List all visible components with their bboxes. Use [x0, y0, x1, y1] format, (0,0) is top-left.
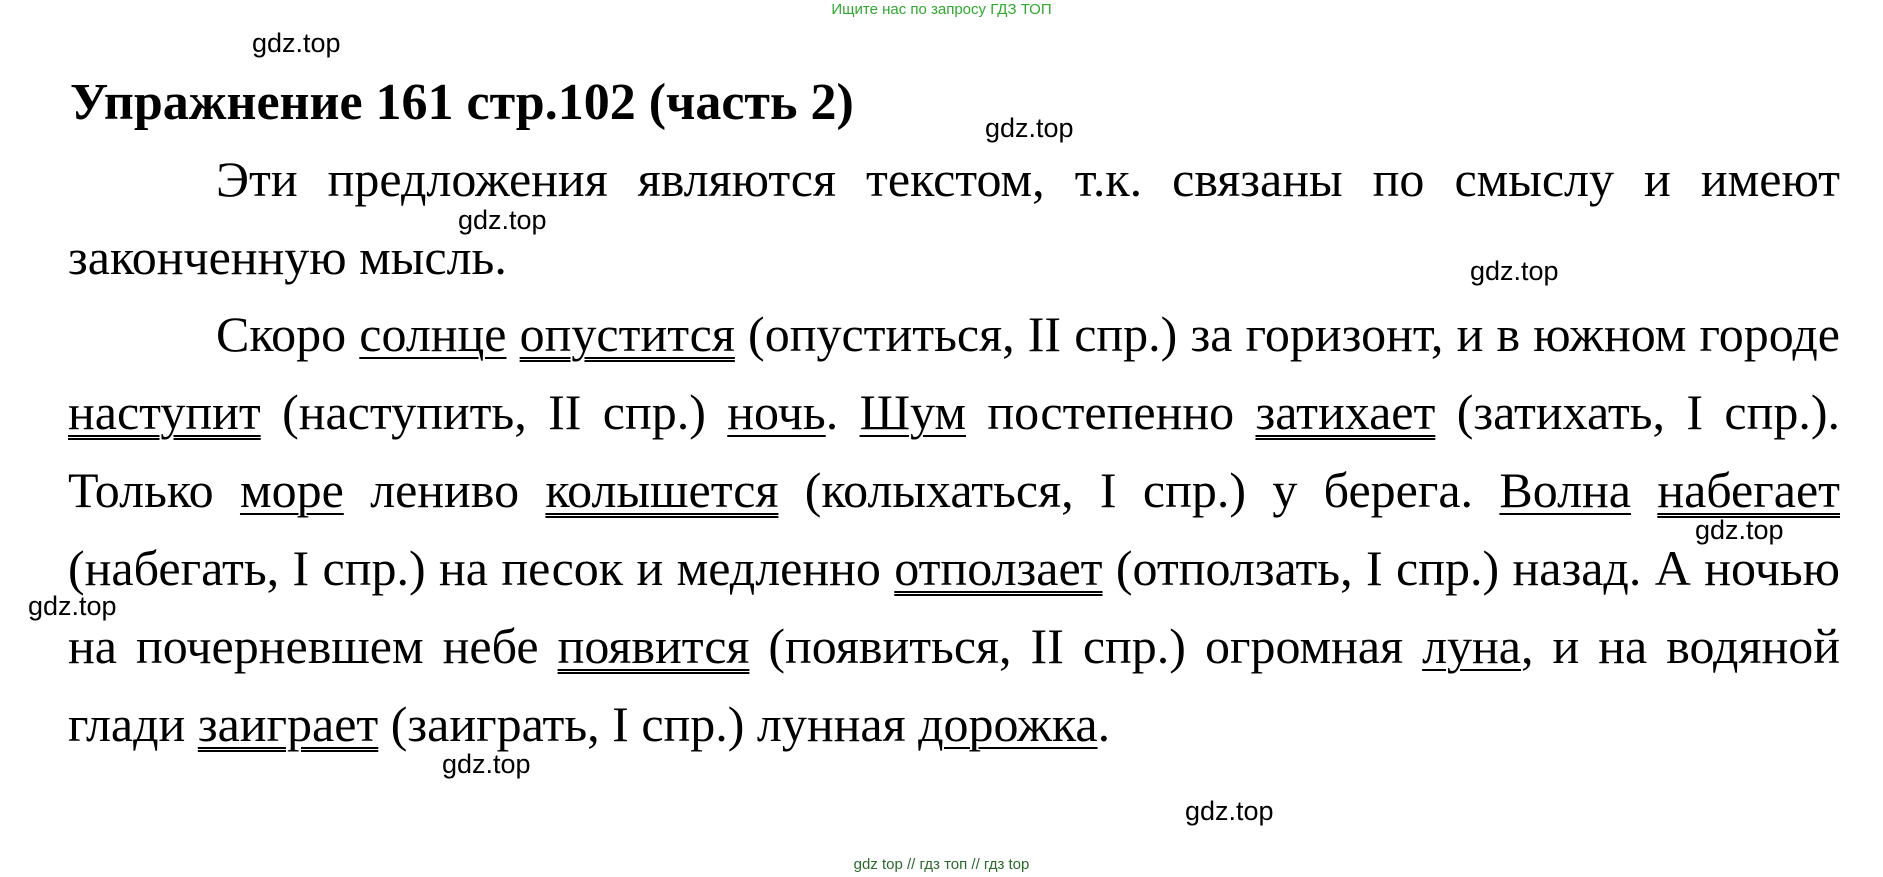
plain-text: (отползать, I спр.) назад. А ночью на почерневшем небе — [68, 540, 1841, 674]
plain-text: лениво — [343, 462, 546, 518]
watermark: gdz.top — [458, 205, 547, 235]
plain-text: (колыхаться, I спр.) у берега. — [778, 462, 1500, 518]
plain-text — [506, 306, 519, 362]
predicate-word: опустится — [519, 306, 735, 362]
watermark: gdz.top — [985, 113, 1074, 143]
predicate-word: набегает — [1657, 462, 1840, 518]
plain-text: . — [825, 384, 860, 440]
exercise-text-paragraph — [68, 295, 1840, 763]
predicate-word: колышется — [545, 462, 779, 518]
plain-text: (опуститься, II спр.) за горизонт, и в южном городе — [734, 306, 1841, 362]
plain-text — [1631, 462, 1657, 518]
plain-text: , и на водяной глади — [68, 618, 1840, 752]
subject-word: ночь — [727, 384, 826, 440]
subject-word: солнце — [359, 306, 507, 362]
watermark: gdz.top — [28, 591, 117, 621]
plain-text: Скоро — [216, 306, 360, 362]
answer-paragraph: Эти предложения являются текстом, т.к. связаны по смыслу и имеют законченную мысль. — [68, 151, 1840, 285]
plain-text: (появиться, II спр.) огромная — [749, 618, 1423, 674]
plain-text: (наступить, II спр.) — [260, 384, 728, 440]
subject-word: Волна — [1499, 462, 1631, 518]
watermark: gdz.top — [252, 28, 341, 58]
plain-text: (набегать, I спр.) на песок и медленно — [68, 540, 895, 596]
search-banner[interactable]: Ищите нас по запросу ГДЗ ТОП — [831, 1, 1052, 18]
watermark: gdz.top — [1185, 796, 1274, 826]
footer-links[interactable]: gdz top // гдз топ // гдз top — [853, 856, 1030, 873]
watermark: gdz.top — [442, 749, 531, 779]
watermark: gdz.top — [1470, 256, 1559, 286]
predicate-word: появится — [557, 618, 750, 674]
predicate-word: заиграет — [197, 696, 379, 752]
plain-text: (затихать, I спр.). Только — [68, 384, 1840, 518]
predicate-word: отползает — [894, 540, 1103, 596]
subject-word: море — [239, 462, 344, 518]
plain-text: (заиграть, I спр.) лунная — [378, 696, 919, 752]
predicate-word: затихает — [1255, 384, 1436, 440]
subject-word: Шум — [859, 384, 966, 440]
subject-word: дорожка — [918, 696, 1098, 752]
predicate-word: наступит — [68, 384, 261, 440]
exercise-title: Упражнение 161 стр.102 (часть 2) — [70, 74, 854, 131]
plain-text: постепенно — [966, 384, 1256, 440]
subject-word: луна — [1422, 618, 1521, 674]
watermark: gdz.top — [1695, 515, 1784, 545]
plain-text: . — [1097, 696, 1111, 752]
